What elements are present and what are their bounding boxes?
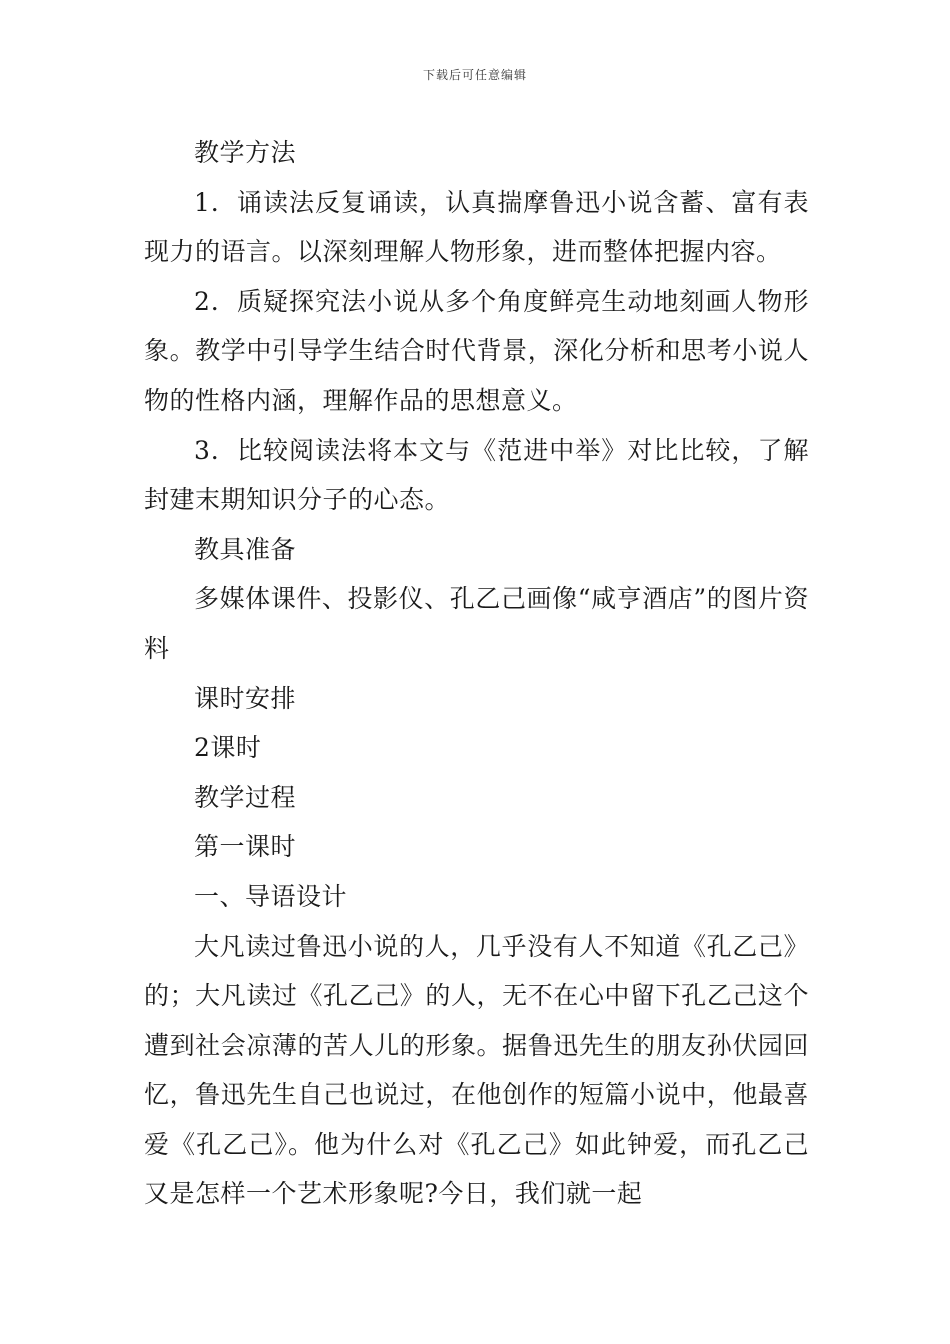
paragraph-method-2: 2．质疑探究法小说从多个角度鲜亮生动地刻画人物形象。教学中引导学生结合时代背景，深化分析和思考小说人物的性格内涵，理解作品的思想意义。 <box>144 286 809 415</box>
paragraph-method-1: 1．诵读法反复诵读，认真揣摩鲁迅小说含蓄、富有表现力的语言。以深刻理解人物形象，进而整体把握内容。 <box>144 187 809 267</box>
paragraph-introduction: 大凡读过鲁迅小说的人，几乎没有人不知道《孔乙己》的；大凡读过《孔乙己》的人，无不在心中留下孔乙己这个遭到社会凉薄的苦人儿的形象。据鲁迅先生的朋友孙伏园回忆，鲁迅先生自己也说过，在他创作的短篇小说中，他最喜爱《孔乙己》。他为什么对《孔乙己》如此钟爱，而孔乙己又是怎样一个艺术形象呢?今日，我们就一起 <box>144 931 809 1209</box>
page-header-note: 下载后可任意编辑 <box>422 68 527 82</box>
paragraph-teaching-aids: 多媒体课件、投影仪、孔乙己画像“咸亨酒店”的图片资料 <box>144 584 809 663</box>
heading-schedule: 课时安排 <box>194 683 297 713</box>
heading-introduction-design: 一、导语设计 <box>194 881 348 911</box>
paragraph-schedule: 2课时 <box>194 733 262 763</box>
heading-teaching-aids: 教具准备 <box>194 534 297 564</box>
heading-first-lesson: 第一课时 <box>194 832 297 862</box>
heading-teaching-methods: 教学方法 <box>194 138 297 167</box>
document-body <box>144 128 809 1219</box>
heading-teaching-process: 教学过程 <box>194 782 297 812</box>
paragraph-method-3: 3．比较阅读法将本文与《范进中举》对比比较，了解封建末期知识分子的心态。 <box>144 435 809 515</box>
